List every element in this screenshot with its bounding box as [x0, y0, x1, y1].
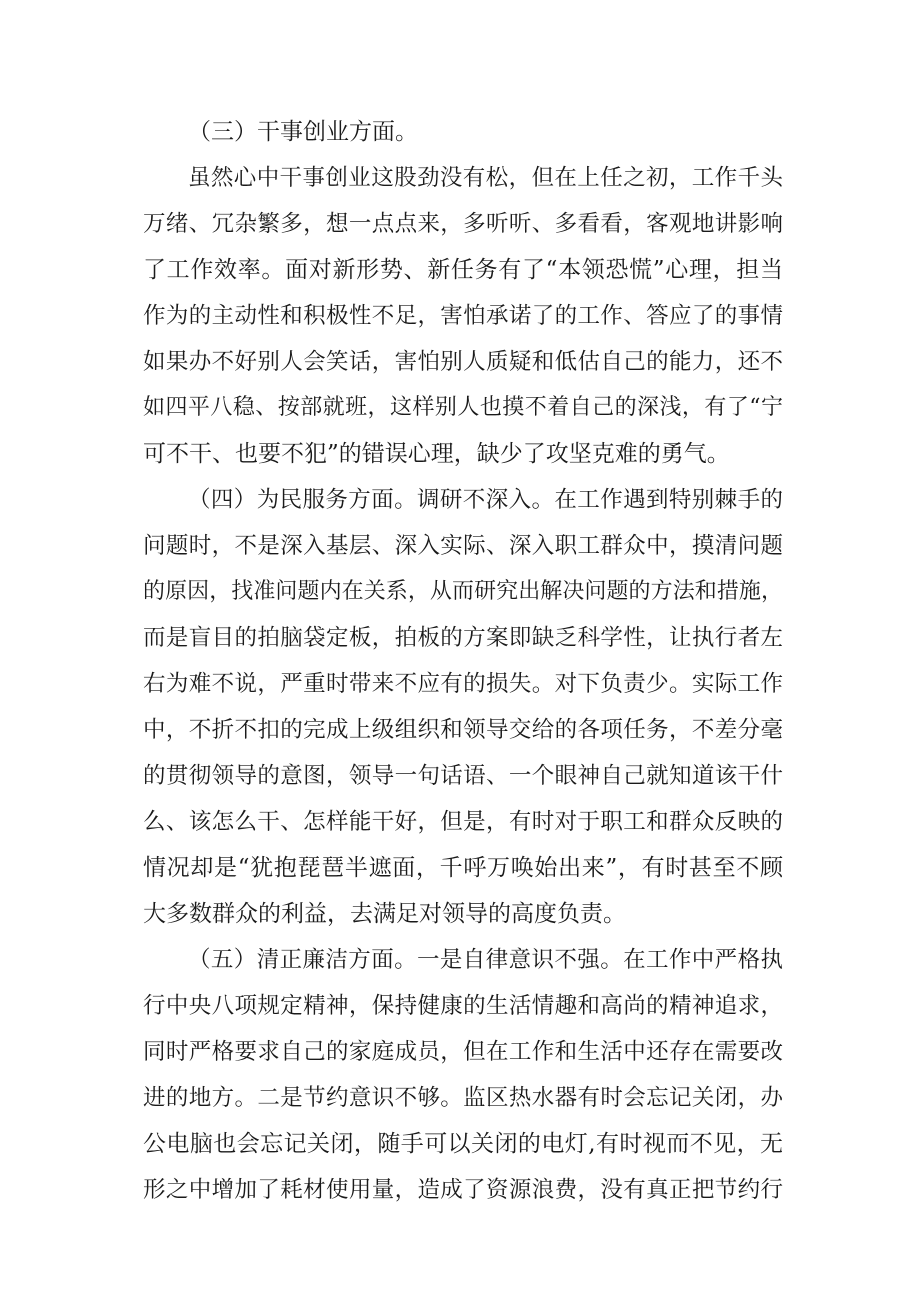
paragraph-line: 如四平八稳、按部就班，这样别人也摸不着自己的深浅，有了“宁 [143, 395, 783, 420]
paragraph-line: 么、该怎么干、怎样能干好，但是，有时对于职工和群众反映的 [143, 809, 783, 835]
paragraph-line: 进的地方。二是节约意识不够。监区热水器有时会忘记关闭，办 [143, 1085, 783, 1111]
paragraph-line: 公电脑也会忘记关闭，随手可以关闭的电灯,有时视而不见，无 [143, 1131, 783, 1157]
paragraph-line: 的原因，找准问题内在关系，从而研究出解决问题的方法和措施， [143, 579, 783, 604]
paragraph-line: 问题时，不是深入基层、深入实际、深入职工群众中，摸清问题 [143, 533, 783, 559]
paragraph-line: 了工作效率。面对新形势、新任务有了“本领恐慌”心理，担当 [143, 257, 783, 283]
paragraph-line: 形之中增加了耗材使用量，造成了资源浪费，没有真正把节约行 [143, 1177, 783, 1203]
paragraph-line: 的贯彻领导的意图，领导一句话语、一个眼神自己就知道该干什 [143, 763, 783, 789]
paragraph-line: 而是盲目的拍脑袋定板，拍板的方案即缺乏科学性，让执行者左 [143, 625, 783, 651]
paragraph-line: 如果办不好别人会笑话，害怕别人质疑和低估自己的能力，还不 [143, 349, 783, 375]
paragraph-line: 大多数群众的利益，去满足对领导的高度负责。 [143, 901, 626, 927]
section-heading-4-line: （四）为民服务方面。调研不深入。在工作遇到特别棘手的 [188, 487, 783, 513]
section-heading-3: （三）干事创业方面。 [188, 119, 418, 145]
paragraph-line: 可不干、也要不犯”的错误心理，缺少了攻坚克难的勇气。 [143, 441, 730, 467]
paragraph-line: 同时严格要求自己的家庭成员，但在工作和生活中还存在需要改 [143, 1039, 783, 1065]
paragraph-line: 虽然心中干事创业这股劲没有松，但在上任之初，工作千头 [188, 165, 783, 191]
paragraph-line: 万绪、冗杂繁多，想一点点来，多听听、多看看，客观地讲影响 [143, 211, 783, 237]
paragraph-line: 作为的主动性和积极性不足，害怕承诺了的工作、答应了的事情 [143, 303, 783, 329]
paragraph-line: 中，不折不扣的完成上级组织和领导交给的各项任务，不差分毫 [143, 717, 783, 743]
paragraph-line: 行中央八项规定精神，保持健康的生活情趣和高尚的精神追求， [143, 993, 783, 1019]
section-heading-5-line: （五）清正廉洁方面。一是自律意识不强。在工作中严格执 [188, 947, 783, 973]
paragraph-line: 右为难不说，严重时带来不应有的损失。对下负责少。实际工作 [143, 671, 783, 697]
paragraph-line: 情况却是“犹抱琵琶半遮面，千呼万唤始出来”，有时甚至不顾 [143, 855, 783, 881]
